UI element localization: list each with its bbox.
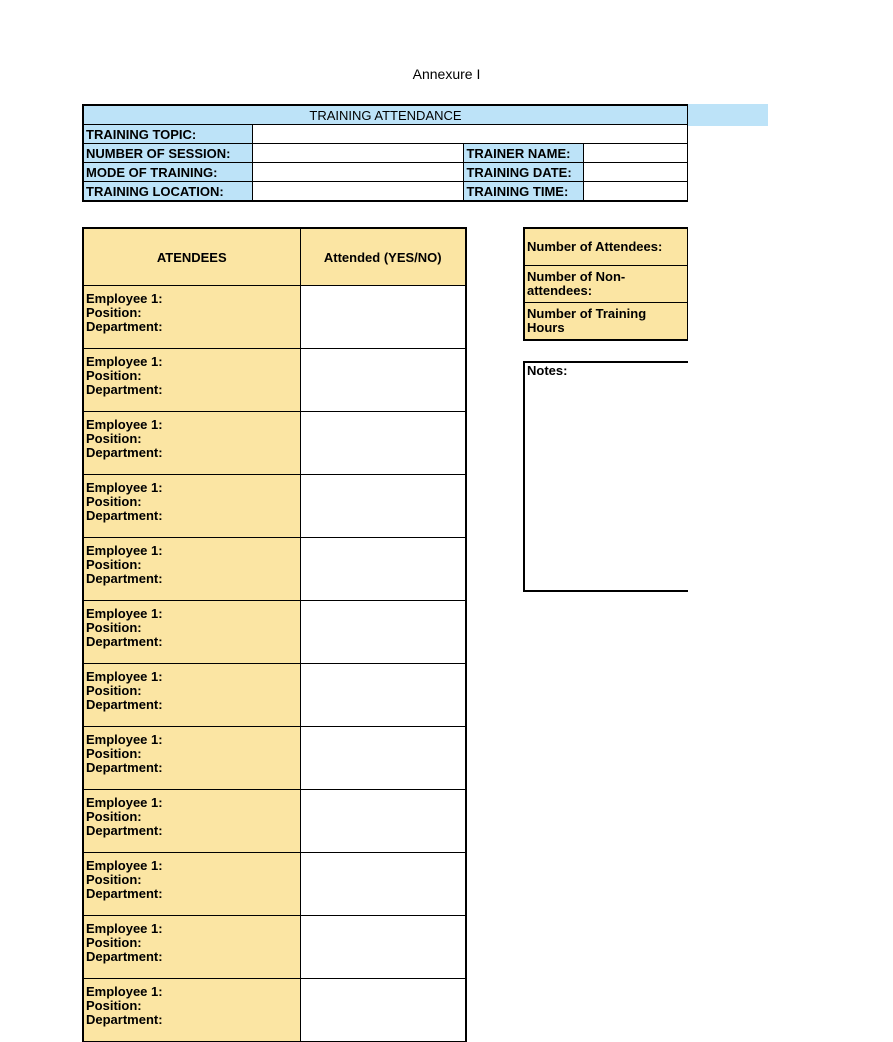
attended-yes-no-cell[interactable] (300, 916, 466, 979)
attendee-row (83, 727, 466, 790)
attendee-position-label: Position: (86, 557, 142, 572)
attended-yes-no-cell[interactable] (300, 412, 466, 475)
trainer-name-label: TRAINER NAME: (464, 144, 584, 163)
header-strip (688, 104, 768, 126)
attendee-info-cell (83, 412, 300, 475)
number-of-session-value[interactable] (253, 144, 464, 163)
attendee-employee-label: Employee 1: (86, 795, 163, 810)
attended-yes-no-cell[interactable] (300, 286, 466, 349)
attendee-row (83, 916, 466, 979)
attended-column-header: Attended (YES/NO) (300, 228, 466, 286)
notes-box[interactable] (523, 361, 688, 592)
attended-yes-no-cell[interactable] (300, 853, 466, 916)
attendee-department-label: Department: (86, 949, 163, 964)
number-of-attendees-label: Number of Attendees: (524, 228, 688, 266)
attendee-employee-label: Employee 1: (86, 606, 163, 621)
attendee-row (83, 979, 466, 1042)
training-topic-value[interactable] (253, 125, 688, 144)
attendee-info-cell (83, 601, 300, 664)
attendee-department-label: Department: (86, 1012, 163, 1027)
attendee-employee-label: Employee 1: (86, 669, 163, 684)
attended-yes-no-cell[interactable] (300, 349, 466, 412)
attended-yes-no-cell[interactable] (300, 727, 466, 790)
attendance-stats-table (523, 227, 688, 341)
attendee-row (83, 601, 466, 664)
attendee-employee-label: Employee 1: (86, 480, 163, 495)
attendee-row (83, 853, 466, 916)
attendee-info-cell (83, 979, 300, 1042)
attendee-info-cell (83, 664, 300, 727)
notes-label: Notes: (527, 363, 568, 378)
attendees-column-header: ATENDEES (83, 228, 300, 286)
attendee-position-label: Position: (86, 305, 142, 320)
attendees-section (82, 227, 465, 1027)
mode-of-training-label: MODE OF TRAINING: (83, 163, 253, 182)
attendee-department-label: Department: (86, 760, 163, 775)
attendees-table (82, 227, 467, 1042)
number-of-non-attendees-label: Number of Non-attendees: (524, 266, 688, 303)
attendee-position-label: Position: (86, 998, 142, 1013)
attendee-position-label: Position: (86, 431, 142, 446)
attendee-position-label: Position: (86, 620, 142, 635)
attended-yes-no-cell[interactable] (300, 664, 466, 727)
annexure-title: Annexure I (412, 66, 481, 82)
attendee-row (83, 475, 466, 538)
attendee-department-label: Department: (86, 382, 163, 397)
attendee-position-label: Position: (86, 746, 142, 761)
attendee-employee-label: Employee 1: (86, 984, 163, 999)
attendee-info-cell (83, 538, 300, 601)
attendee-info-cell (83, 286, 300, 349)
attendee-row (83, 349, 466, 412)
attended-yes-no-cell[interactable] (300, 979, 466, 1042)
attendee-info-cell (83, 349, 300, 412)
attended-yes-no-cell[interactable] (300, 475, 466, 538)
attendee-department-label: Department: (86, 697, 163, 712)
attended-yes-no-cell[interactable] (300, 790, 466, 853)
attendee-position-label: Position: (86, 368, 142, 383)
trainer-name-value[interactable] (584, 144, 688, 163)
attendee-department-label: Department: (86, 508, 163, 523)
attendee-department-label: Department: (86, 319, 163, 334)
training-time-label: TRAINING TIME: (464, 182, 584, 202)
training-topic-label: TRAINING TOPIC: (83, 125, 253, 144)
training-date-value[interactable] (584, 163, 688, 182)
attendee-employee-label: Employee 1: (86, 354, 163, 369)
training-time-value[interactable] (584, 182, 688, 202)
attendee-department-label: Department: (86, 886, 163, 901)
attendee-row (83, 412, 466, 475)
attendee-employee-label: Employee 1: (86, 921, 163, 936)
attendee-row (83, 790, 466, 853)
attended-yes-no-cell[interactable] (300, 601, 466, 664)
attendee-info-cell (83, 475, 300, 538)
attendee-info-cell (83, 916, 300, 979)
attendee-department-label: Department: (86, 823, 163, 838)
attendee-employee-label: Employee 1: (86, 732, 163, 747)
attendee-position-label: Position: (86, 872, 142, 887)
number-of-session-label: NUMBER OF SESSION: (83, 144, 253, 163)
attendee-department-label: Department: (86, 571, 163, 586)
attendee-info-cell (83, 790, 300, 853)
attended-yes-no-cell[interactable] (300, 538, 466, 601)
attendee-department-label: Department: (86, 445, 163, 460)
attendee-employee-label: Employee 1: (86, 417, 163, 432)
attendee-employee-label: Employee 1: (86, 858, 163, 873)
attendee-department-label: Department: (86, 634, 163, 649)
attendee-row (83, 538, 466, 601)
attendee-employee-label: Employee 1: (86, 291, 163, 306)
training-location-value[interactable] (253, 182, 464, 202)
training-attendance-title: TRAINING ATTENDANCE (83, 105, 688, 125)
training-header-table (82, 104, 688, 202)
attendee-position-label: Position: (86, 935, 142, 950)
training-location-label: TRAINING LOCATION: (83, 182, 253, 202)
training-date-label: TRAINING DATE: (464, 163, 584, 182)
attendee-position-label: Position: (86, 809, 142, 824)
attendee-position-label: Position: (86, 683, 142, 698)
attendee-info-cell (83, 727, 300, 790)
attendee-position-label: Position: (86, 494, 142, 509)
mode-of-training-value[interactable] (253, 163, 464, 182)
attendee-row (83, 664, 466, 727)
attendee-employee-label: Employee 1: (86, 543, 163, 558)
attendee-info-cell (83, 853, 300, 916)
attendee-row (83, 286, 466, 349)
number-of-training-hours-label: Number of Training Hours (524, 303, 688, 341)
